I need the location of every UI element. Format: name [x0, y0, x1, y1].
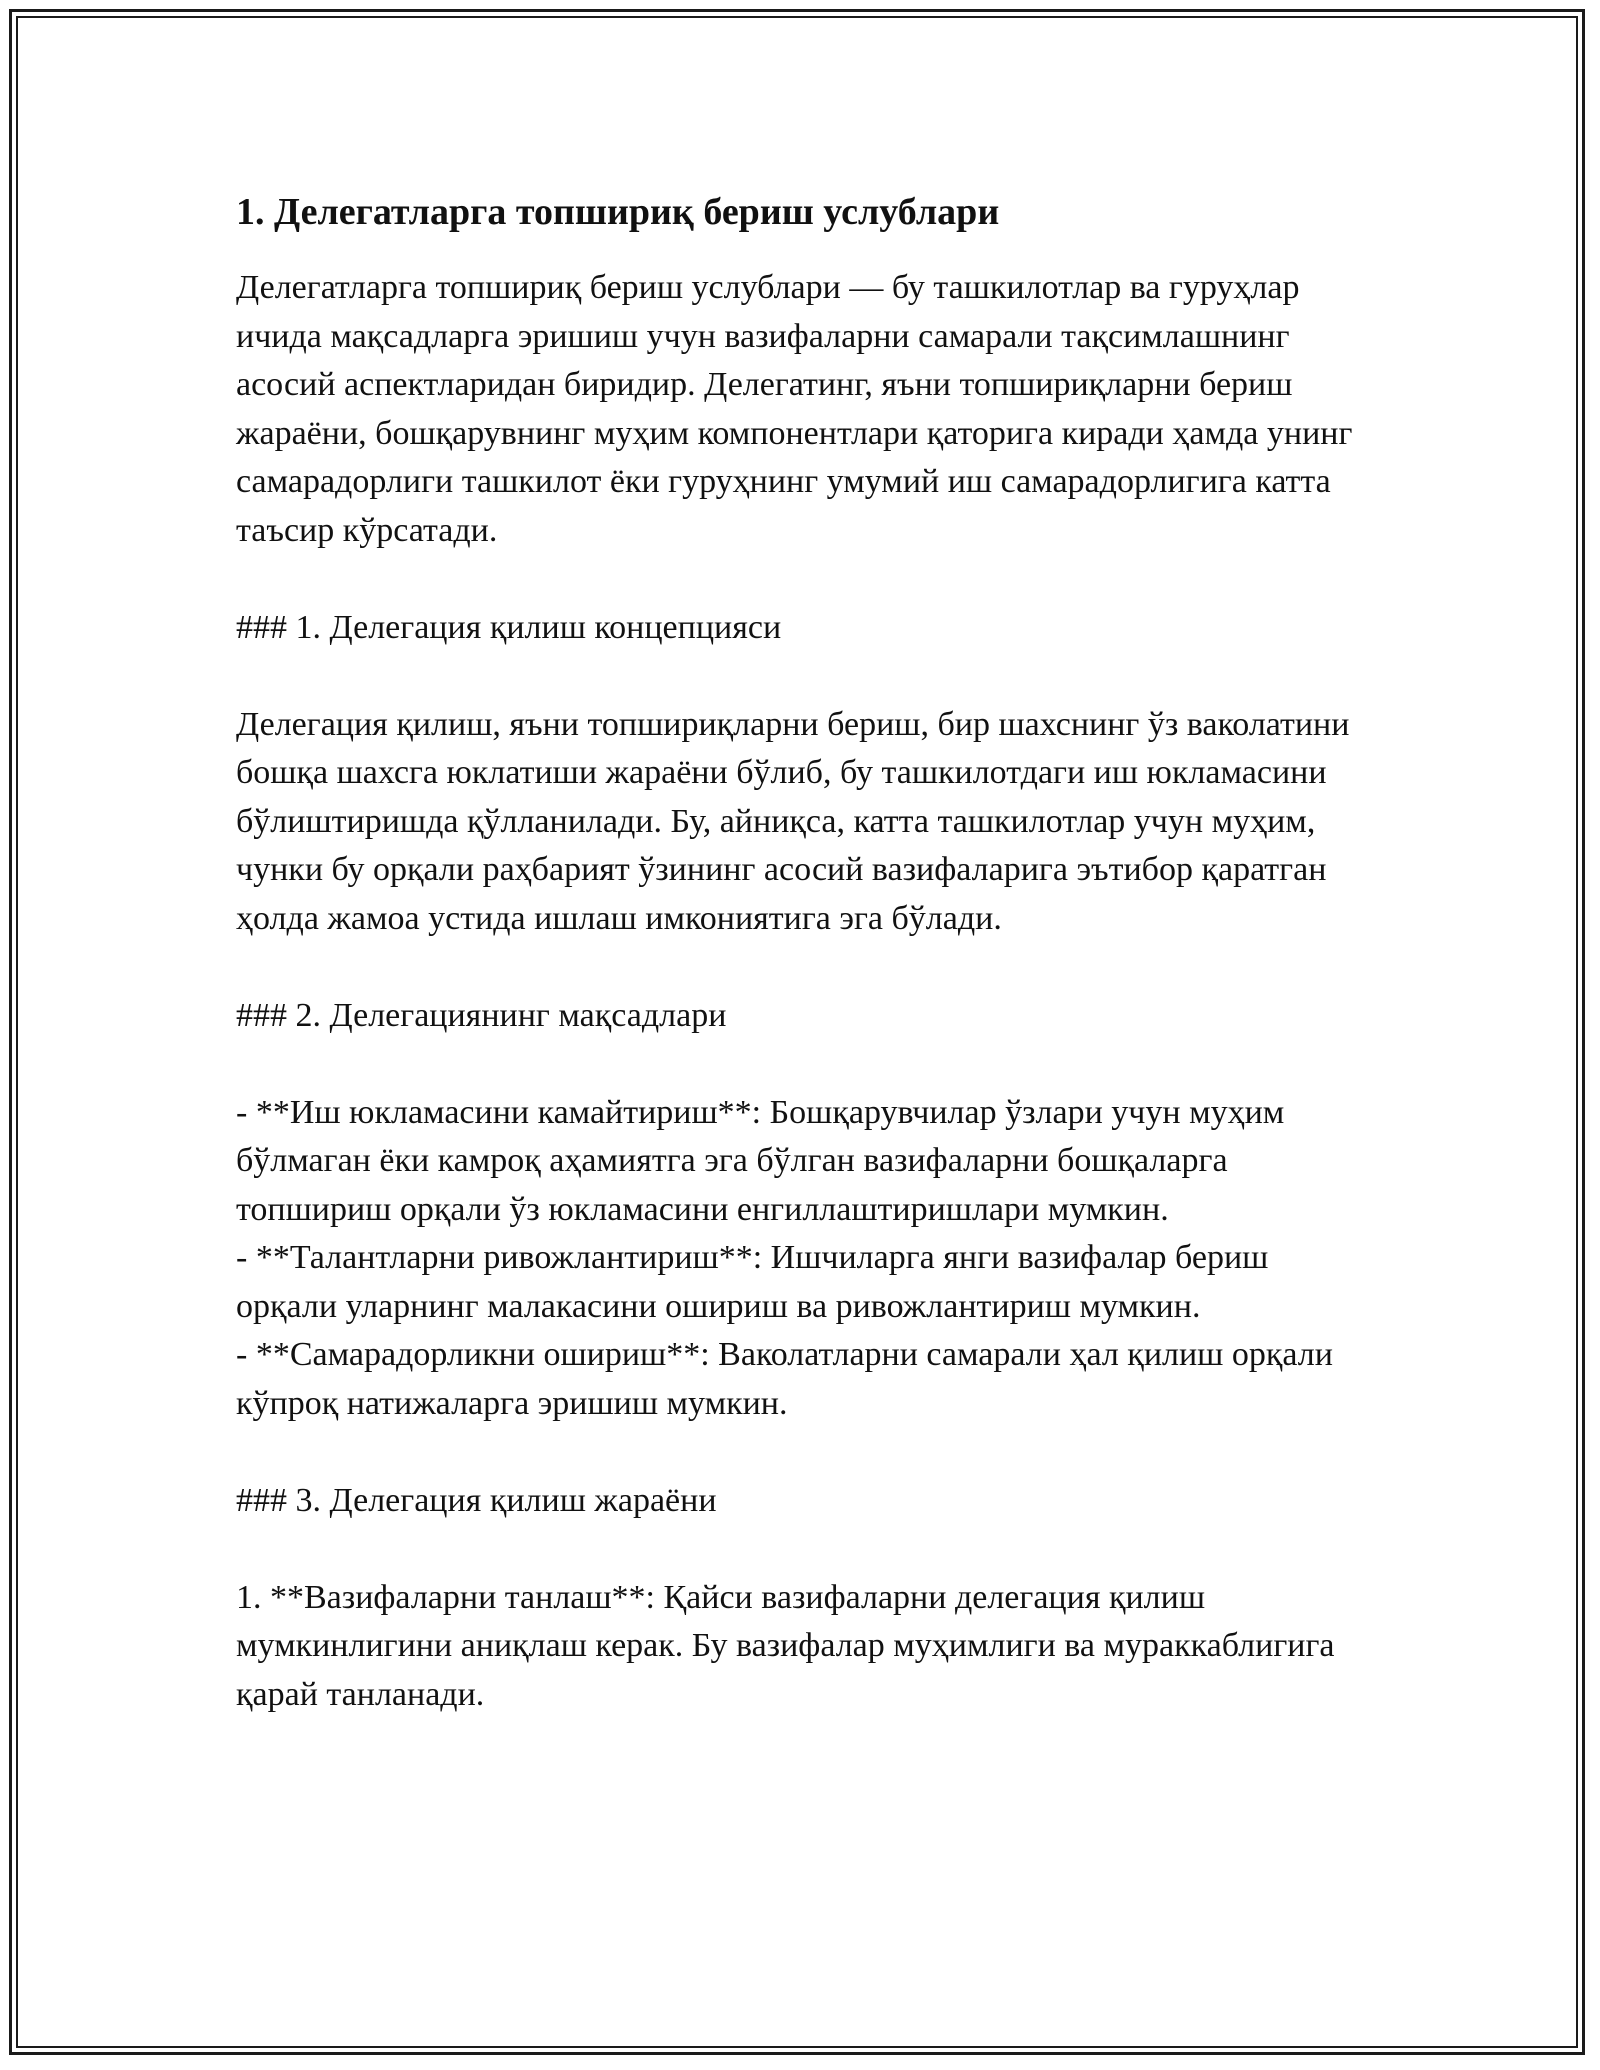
list-item: - **Талантларни ривожлантириш**: Ишчиларга янги вазифалар бериш орқали уларнинг малакасини ошириш ва ривожлантириш мумкин. [236, 1239, 1269, 1325]
list-item: - **Иш юкламасини камайтириш**: Бошқарувчилар ўзлари учун муҳим бўлмаган ёки камроқ аҳамиятга эга бўлган вазифаларни бошқаларга топшириш орқали ўз юкламасини енгиллаштиришлари мумкин. [236, 1093, 1285, 1228]
section-heading: ### 2. Делегациянинг мақсадлари [236, 996, 727, 1034]
spacer [236, 943, 1366, 992]
numbered-item: 1. **Вазифаларни танлаш**: Қайси вазифаларни делегация қилиш мумкинлигини аниқлаш керак. Бу вазифалар муҳимлиги ва мураккаблигига қарай танланади. [236, 1578, 1335, 1713]
list-item: - **Самарадорликни ошириш**: Ваколатларни самарали ҳал қилиш орқали кўпроқ натижаларга эришиш мумкин. [236, 1336, 1333, 1422]
document-title: 1. Делегатларга топшириқ бериш услублари [236, 191, 1000, 233]
document-body [236, 184, 1366, 1719]
section-heading: ### 1. Делегация қилиш концепцияси [236, 608, 782, 646]
spacer [236, 1040, 1366, 1089]
intro-paragraph: Делегатларга топшириқ бериш услублари — бу ташкилотлар ва гуруҳлар ичида мақсадларга эришиш учун вазифаларни самарали тақсимлашнинг асосий аспектларидан биридир. Делегатинг, яъни топшириқларни бериш жараёни, бошқарувнинг муҳим компонентлари қаторига киради ҳамда унинг самарадорлиги ташкилот ёки гуруҳнинг умумий иш самарадорлигига катта таъсир кўрсатади. [236, 269, 1353, 549]
section-heading: ### 3. Делегация қилиш жараёни [236, 1481, 717, 1519]
spacer [236, 1525, 1366, 1574]
spacer [236, 652, 1366, 701]
section-paragraph: Делегация қилиш, яъни топшириқларни бериш, бир шахснинг ўз ваколатини бошқа шахсга юклатиши жараёни бўлиб, бу ташкилотдаги иш юкламасини бўлиштиришда қўлланилади. Бу, айниқса, катта ташкилотлар учун муҳим, чунки бу орқали раҳбарият ўзининг асосий вазифаларига эътибор қаратган ҳолда жамоа устида ишлаш имкониятига эга бўлади. [236, 705, 1350, 937]
spacer [236, 555, 1366, 604]
spacer [236, 1428, 1366, 1477]
